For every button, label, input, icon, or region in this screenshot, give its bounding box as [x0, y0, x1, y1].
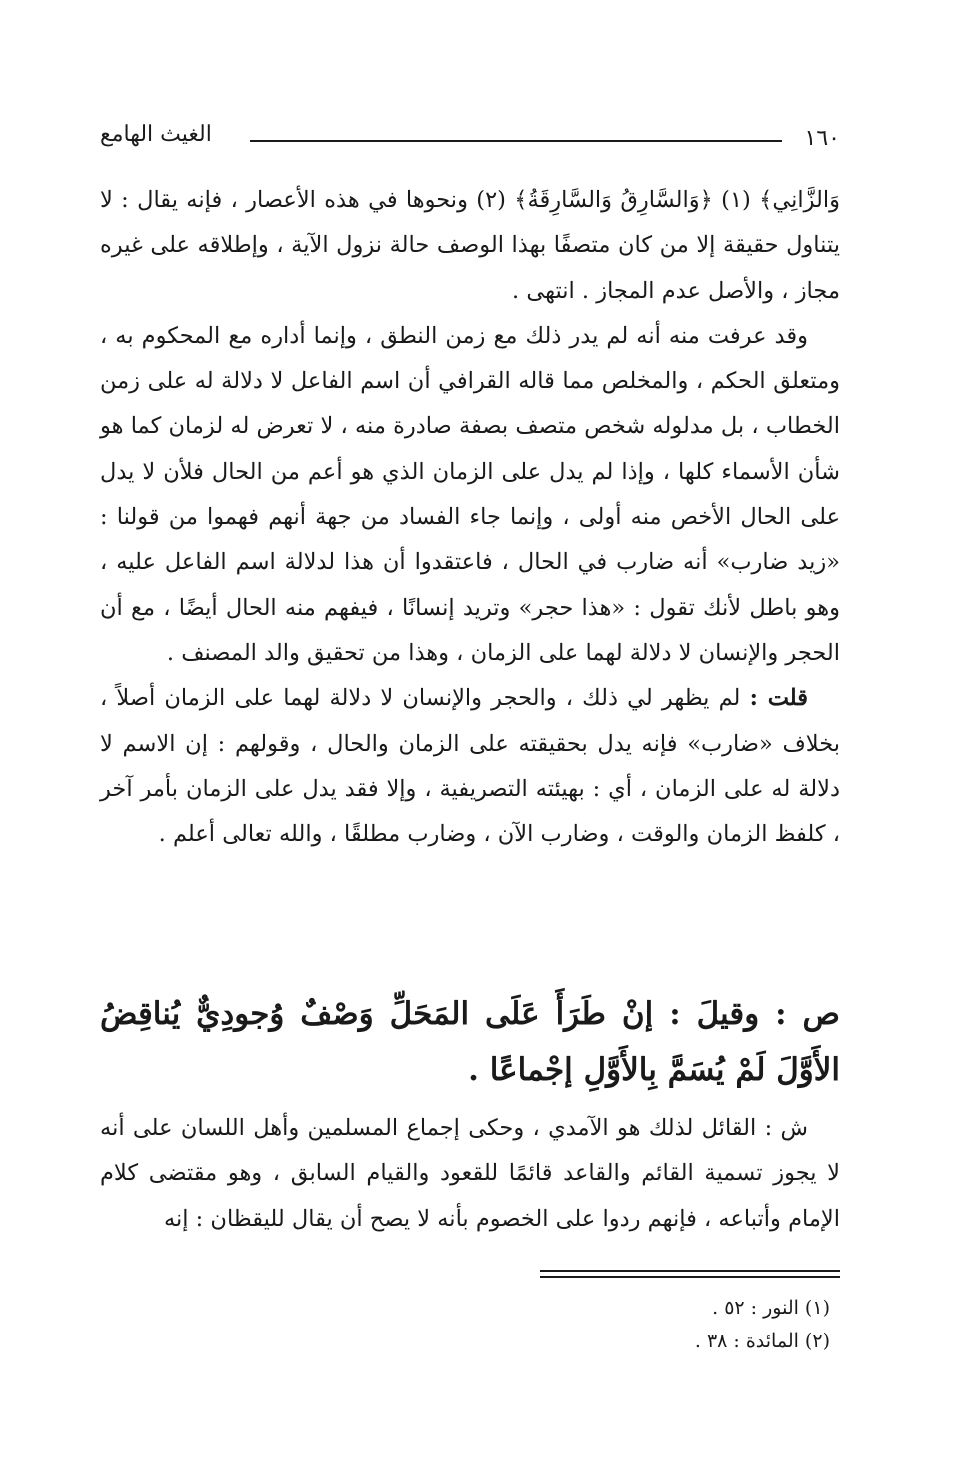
page-header — [100, 118, 840, 158]
matn-text: ص : وقيلَ : إنْ طَرَأَ عَلَى المَحَلِّ وَصْفٌ وُجودِيٌّ يُناقِضُ الأَوَّلَ لَمْ يُسَمَّ بِالأَوَّلِ إجْماعًا . — [100, 996, 840, 1088]
paragraph-1: وَالزَّانِي﴾ (١) ﴿وَالسَّارِقُ وَالسَّارِقَةُ﴾ (٢) ونحوها في هذه الأعصار ، فإنه يقال : لا يتناول حقيقة إلا من كان متصفًا بهذا الوصف حالة نزول الآية ، وإطلاقه على غيره مجاز ، والأصل عدم المجاز . انتهى . — [100, 187, 840, 304]
footnote-1: (١) النور : ٥٢ . — [712, 1297, 830, 1319]
page-number: ١٦٠ — [804, 126, 840, 151]
paragraph-3 — [100, 676, 840, 857]
header-rule — [250, 140, 782, 142]
footnote-rule — [540, 1270, 840, 1272]
paragraph-2: وقد عرفت منه أنه لم يدر ذلك مع زمن النطق ، وإنما أداره مع المحكوم به ، ومتعلق الحكم ، والمخلص مما قاله القرافي أن اسم الفاعل لا دلالة له على زمن الخطاب ، بل مدلوله شخص متصف بصفة صادرة منه ، لا تعرض له لزمان كما هو شأن الأسماء كلها ، وإذا لم يدل على الزمان الذي هو أعم من الحال فلأن لا يدل على الحال الأخص منه أولى ، وإنما جاء الفساد من جهة أنهم فهموا من قولنا : «زيد ضارب» أنه ضارب في الحال ، فاعتقدوا أن هذا لدلالة اسم الفاعل عليه ، وهو باطل لأنك تقول : «هذا حجر» وتريد إنسانًا ، فيفهم منه الحال أيضًا ، مع أن الحجر والإنسان لا دلالة لهما على الزمان ، وهذا من تحقيق والد المصنف . — [100, 322, 840, 666]
footnote-rule-second — [540, 1276, 840, 1278]
paragraph-3-text: لم يظهر لي ذلك ، والحجر والإنسان لا دلالة لهما على الزمان أصلاً ، بخلاف «ضارب» فإنه يدل بحقيقته على الزمان والحال ، وقولهم : إن الاسم لا دلالة له على الزمان ، أي : بهيئته التصريفية ، وإلا فقد يدل على الزمان بأمر آخر ، كلفظ الزمان والوقت ، وضارب الآن ، وضارب مطلقًا ، والله تعالى أعلم . — [100, 685, 840, 848]
footnotes — [100, 1292, 830, 1358]
main-text — [100, 178, 840, 857]
qult-lead: قلت : — [749, 685, 808, 712]
book-title: الغيث الهامع — [100, 122, 212, 147]
sharh-text: ش : القائل لذلك هو الآمدي ، وحكى إجماع المسلمين وأهل اللسان على أنه لا يجوز تسمية القائم والقاعد قائمًا للقعود والقيام السابق ، وهو مقتضى كلام الإمام وأتباعه ، فإنهم ردوا على الخصوم بأنه لا يصح أن يقال لليقظان : إنه — [100, 1115, 840, 1232]
footnote-2: (٢) المائدة : ٣٨ . — [694, 1330, 830, 1352]
